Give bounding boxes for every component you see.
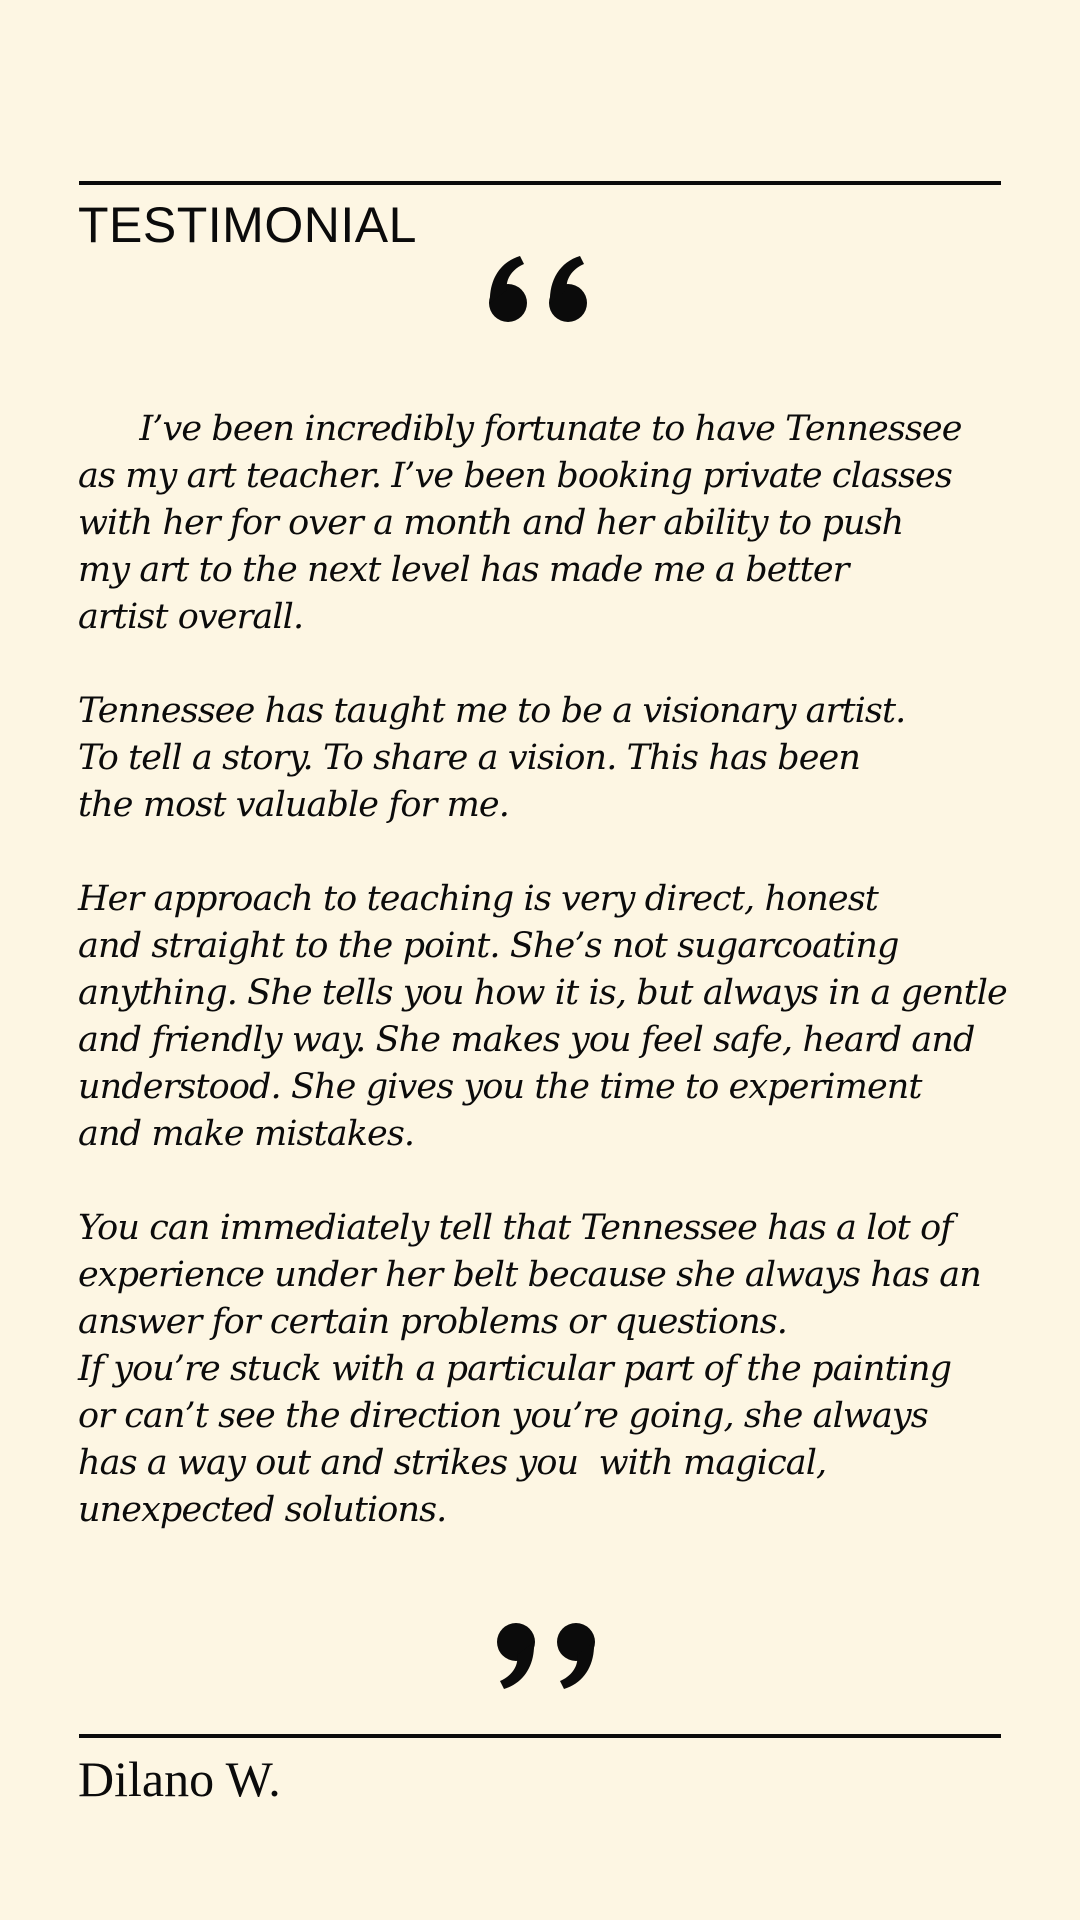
text-line: as my art teacher. I’ve been booking private classes <box>78 456 952 496</box>
author-name: Dilano W. <box>78 1751 281 1807</box>
text-line: and make mistakes. <box>78 1114 415 1154</box>
bottom-divider <box>79 1734 1001 1738</box>
text-line: and straight to the point. She’s not sugarcoating <box>78 926 899 966</box>
text-line: I’ve been incredibly fortunate to have Tennessee <box>78 409 962 449</box>
open-quote-icon <box>480 250 604 330</box>
text-line: understood. She gives you the time to experiment <box>78 1067 922 1107</box>
text-line: To tell a story. To share a vision. This has been <box>78 738 860 778</box>
text-line: artist overall. <box>78 597 304 637</box>
text-line: and friendly way. She makes you feel safe, heard and <box>78 1020 975 1060</box>
text-line: experience under her belt because she always has an <box>78 1255 981 1295</box>
paragraph <box>78 876 1058 1158</box>
text-line: or can’t see the direction you’re going, she always <box>78 1396 928 1436</box>
paragraph <box>78 406 1058 641</box>
text-line: answer for certain problems or questions. <box>78 1302 788 1342</box>
text-line: my art to the next level has made me a better <box>78 550 849 590</box>
text-line: Tennessee has taught me to be a visionary artist. <box>78 691 906 731</box>
paragraph <box>78 688 1058 829</box>
paragraph <box>78 1205 1058 1534</box>
text-line: Her approach to teaching is very direct, honest <box>78 879 878 919</box>
text-line: unexpected solutions. <box>78 1490 447 1530</box>
text-line: the most valuable for me. <box>78 785 509 825</box>
text-line: anything. She tells you how it is, but always in a gentle <box>78 973 1007 1013</box>
text-line: You can immediately tell that Tennessee has a lot of <box>78 1208 953 1248</box>
top-divider <box>79 181 1001 185</box>
text-line: with her for over a month and her ability to push <box>78 503 904 543</box>
text-line: has a way out and strikes you with magical, <box>78 1443 827 1483</box>
text-line: If you’re stuck with a particular part of the painting <box>78 1349 952 1389</box>
close-quote-icon <box>480 1615 604 1695</box>
section-label: TESTIMONIAL <box>78 197 417 253</box>
testimonial-body <box>78 406 1058 1534</box>
